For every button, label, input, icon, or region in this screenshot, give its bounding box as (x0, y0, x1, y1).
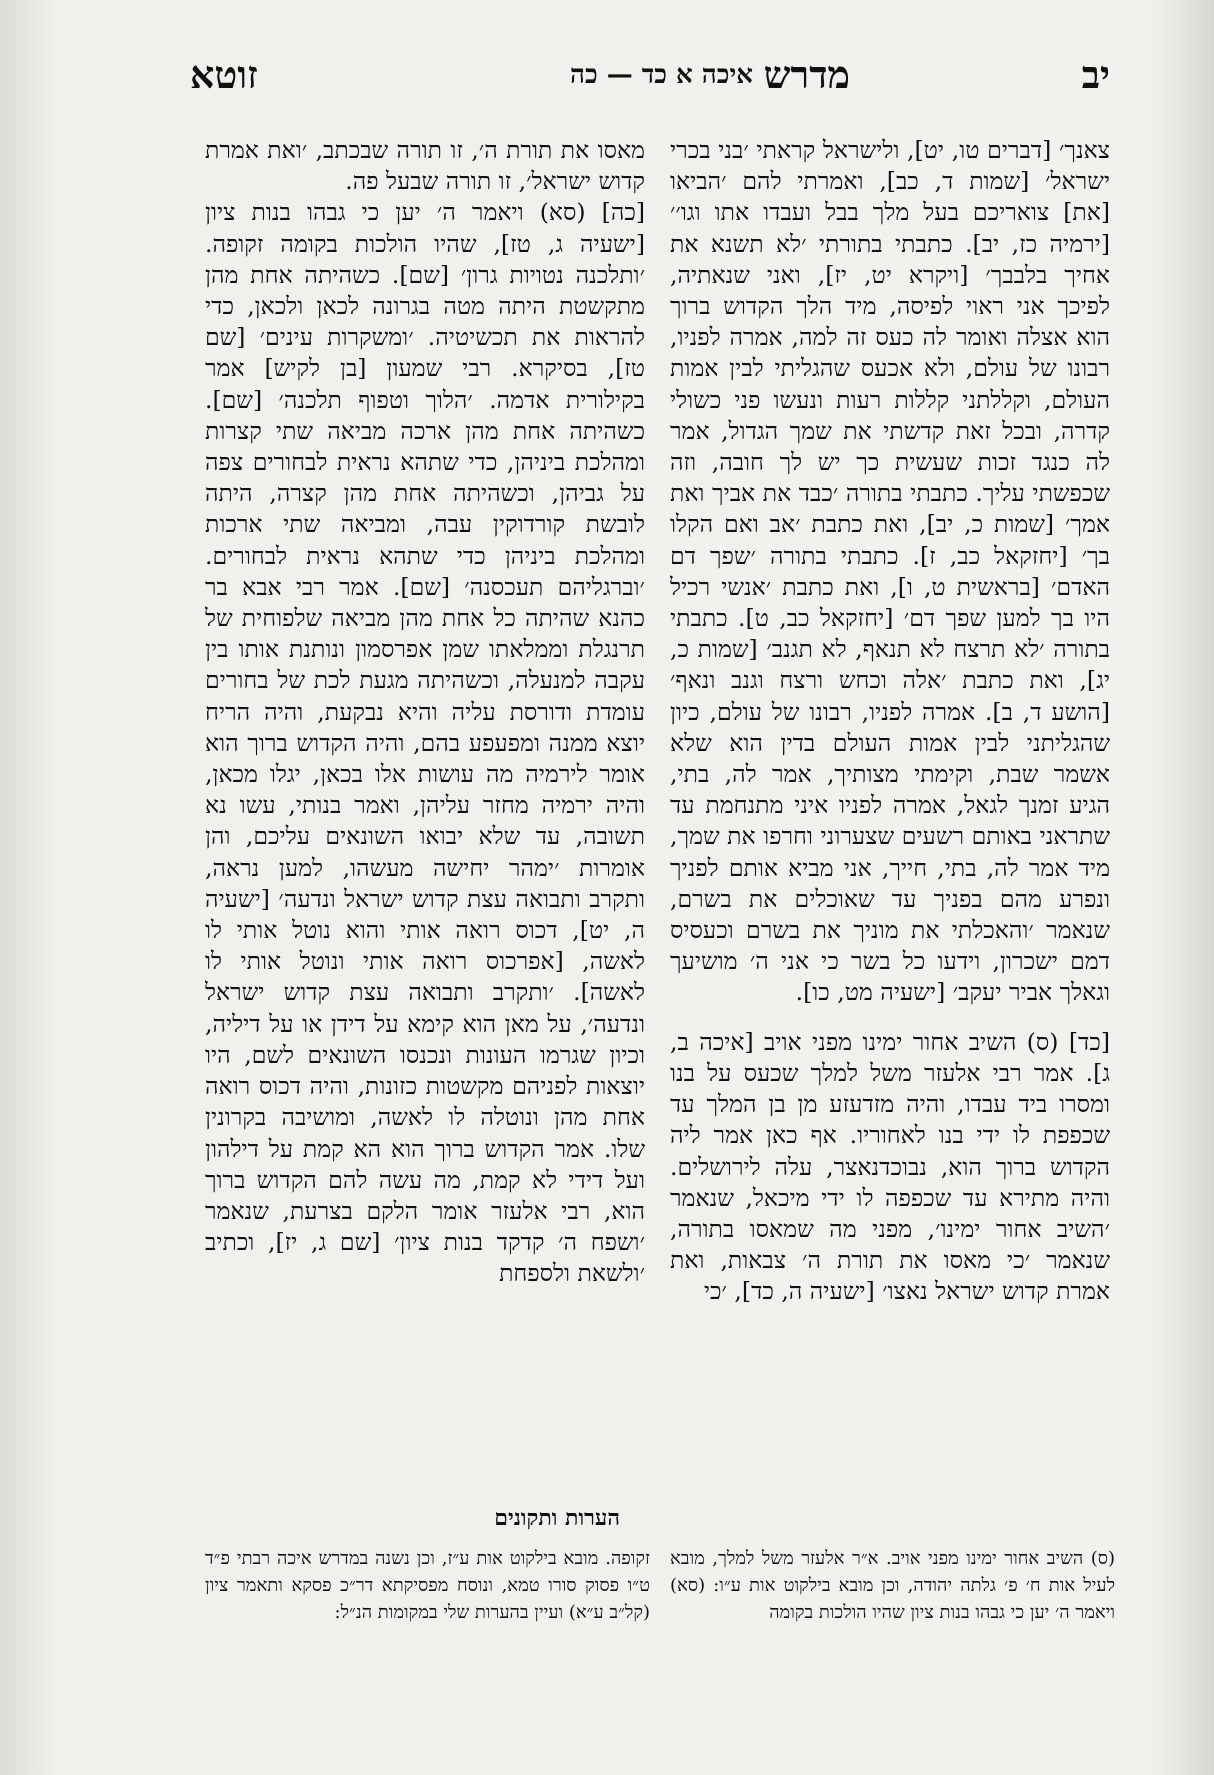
page-number: יב (1081, 52, 1110, 97)
notes-heading: הערות ותקונים (494, 1505, 620, 1531)
page-header (190, 52, 1110, 112)
footnote-left: זקופה. מובא בילקוט אות ע״ז, וכן נשנה במדרש איכה רבתי פ״ד ט״ו פסוק סורו טמא, ונוסח מפסיקתא דר״כ פסקא ותאמר ציון (קל״ב ע״א) ועיין בהערות שלי במקומות הנ״ל: (205, 1548, 650, 1623)
right-text-column (670, 135, 1110, 1480)
text-paragraph: מאסו את תורת ה׳, זו תורה שבכתב, ׳ואת אמרת קדוש ישראל׳, זו תורה שבעל פה. (205, 136, 645, 196)
running-title-left: זוטא (190, 52, 258, 97)
text-paragraph: צאנך׳ [דברים טו, יט], ולישראל קראתי ׳בני בכרי ישראל׳ [שמות ד, כב], ואמרתי להם ׳הביאו [את] צואריכם בעל מלך בבל ועבדו אתו וגו׳׳ [ירמיה כז, יב]. כתבתי בתורתי ׳לא תשנא את אחיך בלבבך׳ [ויקרא יט, יז], ואני שנאתיה, לפיכך אני ראוי לפיסה, מיד הלך הקדוש ברוך הוא אצלה ואומר לה כעס זה למה, אמרה לפניו, רבונו של עולם, ולא אכעס שהגליתי לבין אמות העולם, וקללתני קללות רעות ונעשו פני כשולי קדרה, ובכל זאת קדשתי את שמך הגדול, אמר לה כנגד זכות שעשית כך יש לך חובה, וזה שכפשתי עליך. כתבתי בתורה ׳כבד את אביך ואת אמך׳ [שמות כ, יב], ואת כתבת ׳אב ואם הקלו בך׳ [יחזקאל כב, ז]. כתבתי בתורה ׳שפך דם האדם׳ [בראשית ט, ו], ואת כתבת ׳אנשי רכיל היו בך למען שפך דם׳ [יחזקאל כב, ט]. כתבתי בתורה ׳לא תרצח לא תנאף, לא תגנב׳ [שמות כ, יג], ואת כתבת ׳אלה וכחש ורצח וגנב ונאף׳ [הושע ד, ב]. אמרה לפניו, רבונו של עולם, כיון שהגליתני לבין אמות העולם בדין הוא שלא אשמר שבת, וקימתי מצותיך, אמר לה, בתי, הגיע זמנך לגאל, אמרה לפניו איני מתנחמת עד שתראני באותם רשעים שצערוני וחרפו את שמך, מיד אמר לה, בתי, חייך, אני מביא אותם לפניך ונפרע מהם בפניך עד שאוכלים את בשרם, שנאמר ׳והאכלתי את מוניך את בשרם וכעסיס דמם ישכרון, וידעו כל בשר כי אני ה׳ מושיעך וגאלך אביר יעקב׳ [ישעיה מט, כו]. (670, 136, 1110, 1007)
text-paragraph: [כה] (סא) ויאמר ה׳ יען כי גבהו בנות ציון [ישעיה ג, טז], שהיו הולכות בקומה זקופה. ׳ותלכנה נטויות גרון׳ [שם]. כשהיתה אחת מהן מתקשטת היתה מטה בגרונה לכאן ולכאן, כדי להראות את תכשיטיה. ׳ומשקרות עינים׳ [שם טז], בסיקרא. רבי שמעון [בן לקיש] אמר בקילורית אדמה. ׳הלוך וטפוף תלכנה׳ [שם]. כשהיתה אחת מהן ארכה מביאה שתי קצרות ומהלכת ביניהן, כדי שתהא נראית לבחורים צפה על גביהן, וכשהיתה אחת מהן קצרה, היתה לובשת קורדוקין עבה, ומביאה שתי ארכות ומהלכת ביניהן כדי שתהא נראית לבחורים. ׳וברגליהם תעכסנה׳ [שם]. אמר רבי אבא בר כהנא שהיתה כל אחת מהן מביאה שלפוחית של תרנגלת וממלאתו שמן אפרסמון ונותנת אותו בין עקבה למנעלה, וכשהיתה מגעת לכת של בחורים עומדת ודורסת עליה והיא נבקעת, והיה הריח יוצא ממנה ומפעפע בהם, והיה הקדוש ברוך הוא אומר לירמיה מה עושות אלו בכאן, יגלו מכאן, והיה ירמיה מחזר עליהן, ואמר בנותי, עשו נא תשובה, עד שלא יבואו השונאים עליכם, והן אומרות ׳ימהר יחישה מעשהו, למען נראה, ותקרב ותבואה עצת קדוש ישראל ונדעה׳ [ישעיה ה, יט], דכוס רואה אותי והוא נוטל אותי לו לאשה, [אפרכוס רואה אותי ונוטל אותי לו לאשה]. ׳ותקרב ותבואה עצת קדוש ישראל ונדעה׳, על מאן הוא קימא על דידן או על דיליה, וכיון שגרמו העונות ונכנסו השונאים לשם, היו יוצאות לפניהם מקשטות כזונות, והיה דכוס רואה אחת מהן ונוטלה לו לאשה, ומושיבה בקרונין שלו. אמר הקדוש ברוך הוא הא קמת על דילהון ועל דידי לא קמת, מה עשה להם הקדוש ברוך הוא, רבי אלעזר אומר הלקם בצרעת, שנאמר ׳ושפח ה׳ קדקד בנות ציון׳ [שם ג, יז], וכתיב ׳ולשאת ולספחת (205, 198, 645, 1288)
running-title-right: מדרש (763, 52, 850, 97)
left-text-column (205, 135, 645, 1480)
footnote-right: (ס) השיב אחור ימינו מפני אויב. א״ר אלעזר משל למלך, מובא לעיל אות ח׳ פ׳ גלתה יהודה, וכן מובא בילקוט אות ע״ו: (סא) ויאמר ה׳ יען כי גבהו בנות ציון שהיו הולכות בקומה (670, 1548, 1115, 1623)
text-paragraph: [כד] (ס) השיב אחור ימינו מפני אויב [איכה ב, ג]. אמר רבי אלעזר משל למלך שכעס על בנו ומסרו ביד עבדו, והיה מזדעזע מן בן המלך עד שכפפת לו ידי בנו לאחוריו. אף כאן אמר ליה הקדוש ברוך הוא, נבוכדנאצר, עלה לירושלים. והיה מתירא עד שכפפה לו ידי מיכאל, שנאמר ׳השיב אחור ימינו׳, מפני מה שמאסו בתורה, שנאמר ׳כי מאסו את תורת ה׳ צבאות, ואת אמרת קדוש ישראל נאצו׳ [ישעיה ה, כד], ׳כי (670, 1027, 1110, 1306)
section-reference: איכה א כד — כה (570, 60, 753, 90)
